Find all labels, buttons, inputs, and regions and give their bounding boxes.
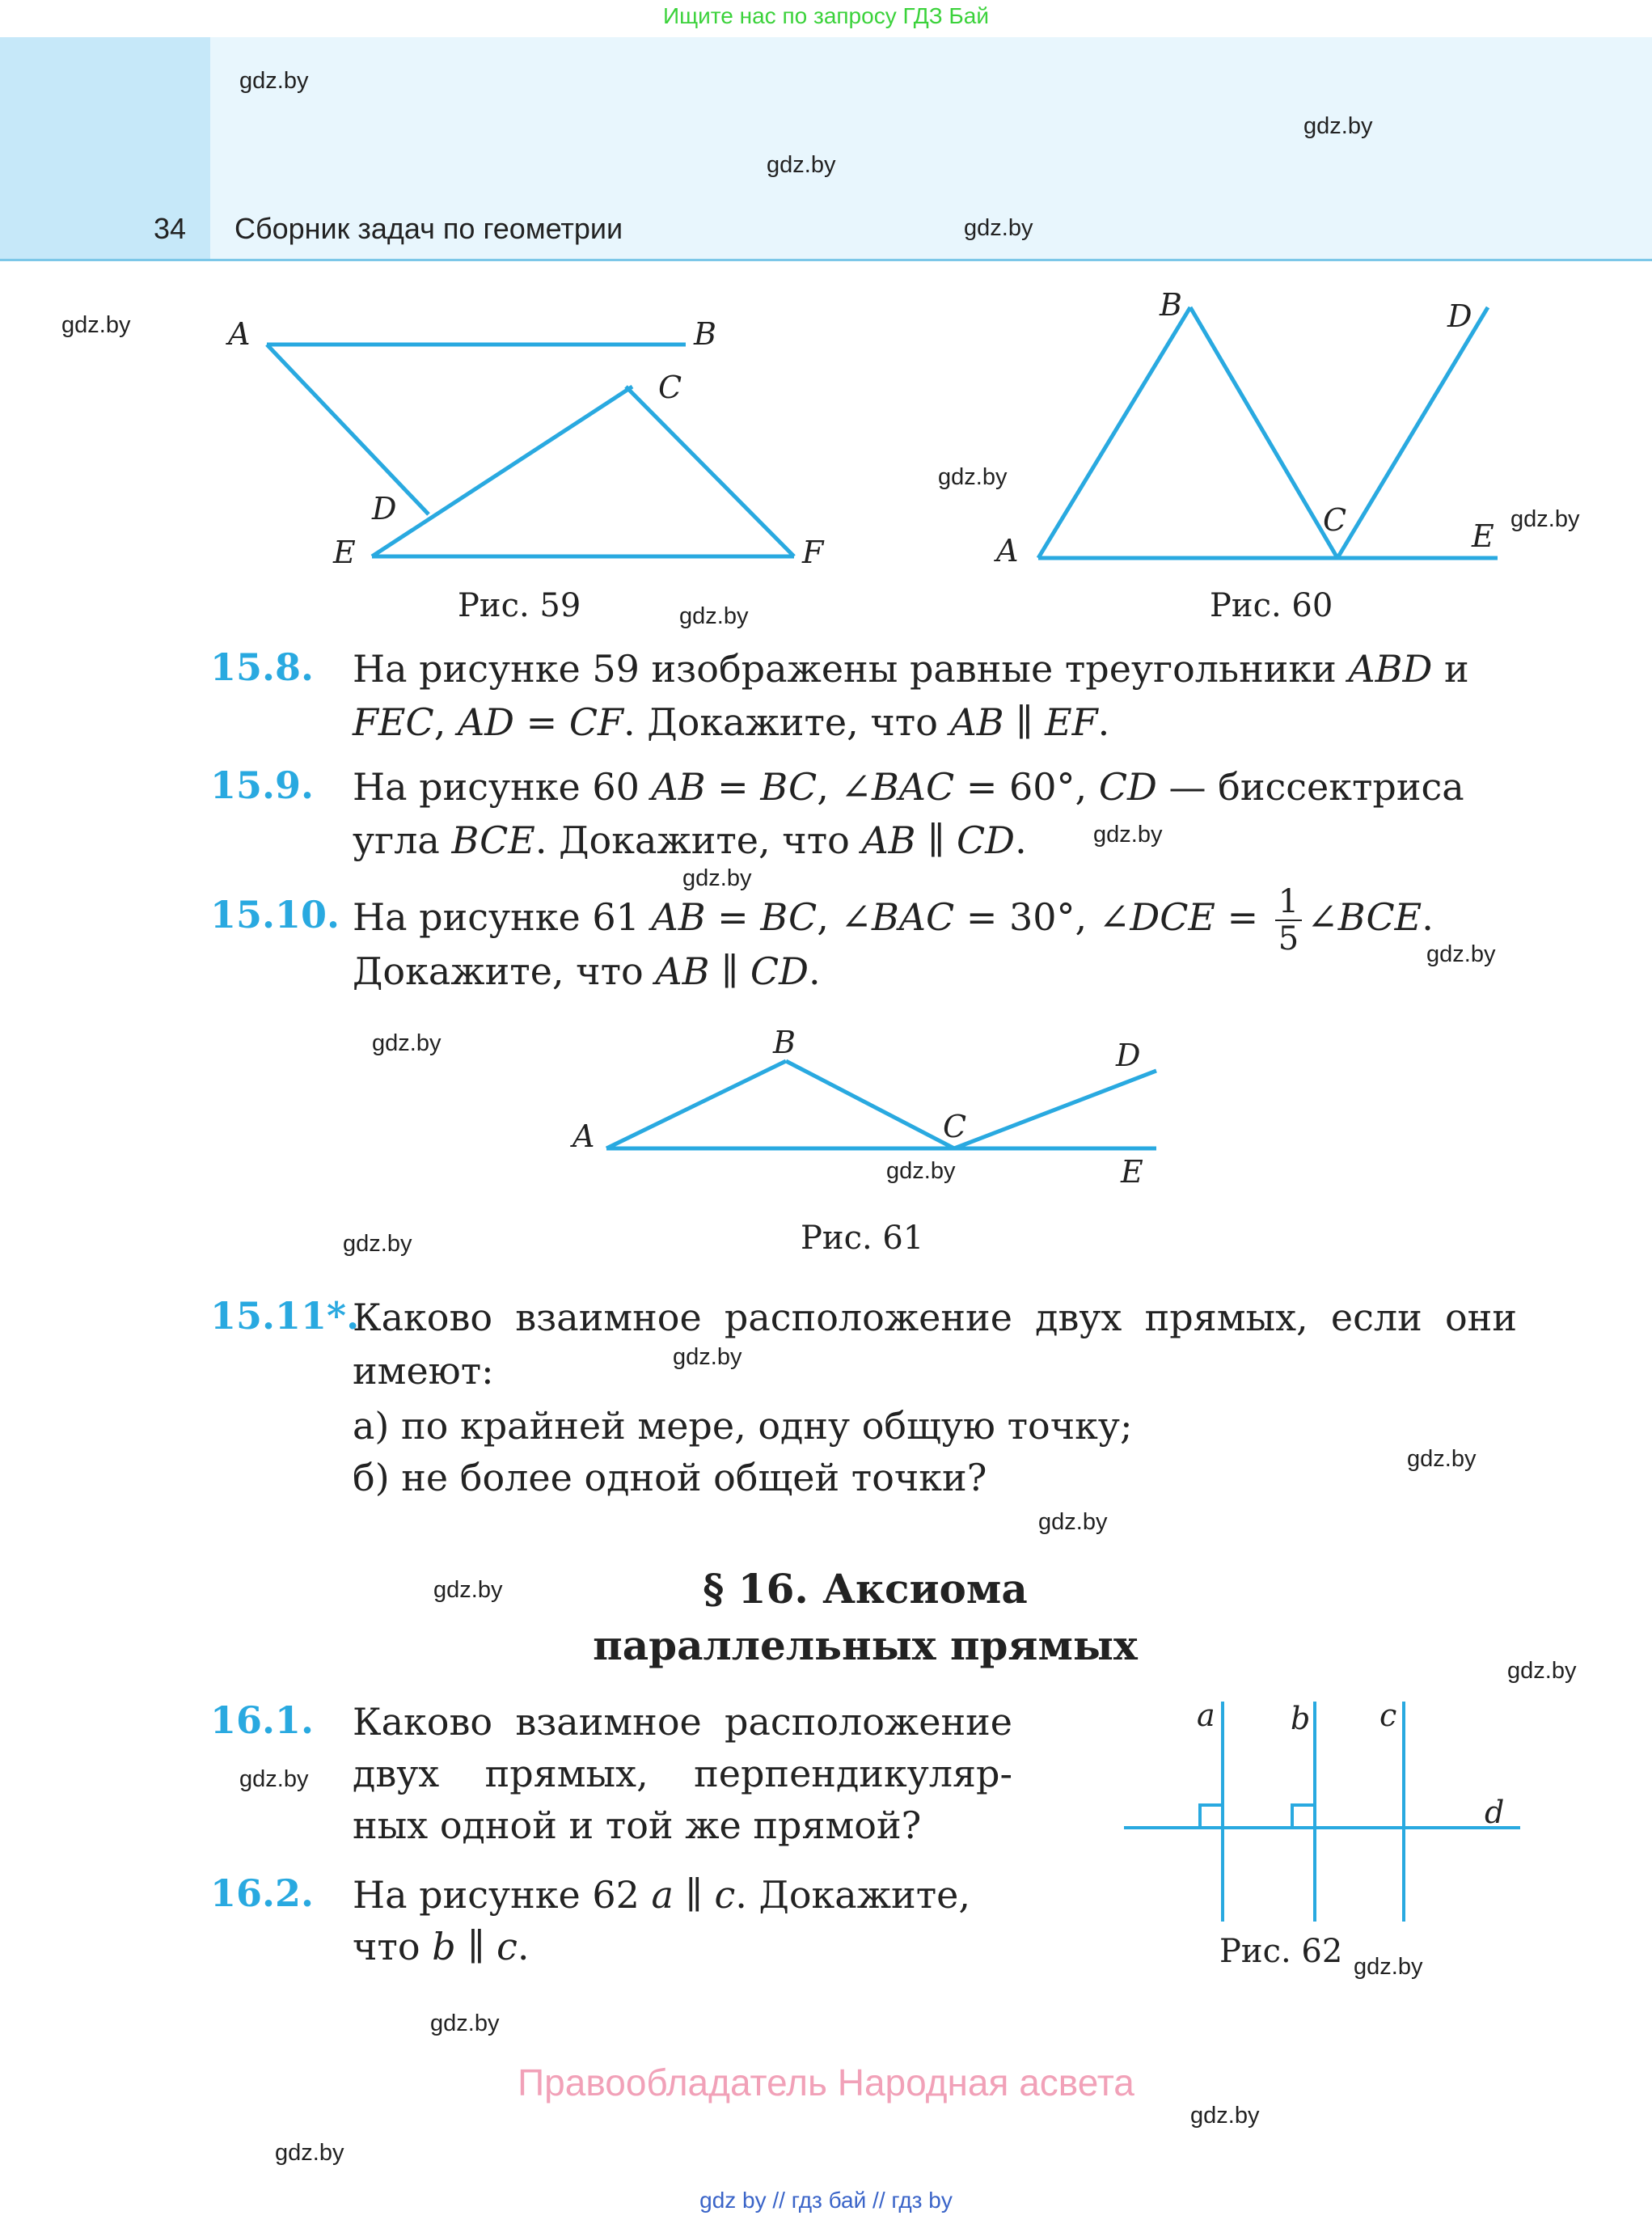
problem-16-2-line-1: На рисунке 62 a ∥ c. Докажите, bbox=[353, 1873, 970, 1917]
segment-cd bbox=[954, 1071, 1156, 1148]
problem-16-1-line-2: двух прямых, перпендикуляр- bbox=[353, 1752, 1012, 1795]
watermark: gdz.by bbox=[1426, 941, 1496, 967]
problem-16-2-line-2: что b ∥ c. bbox=[353, 1925, 530, 1968]
header-divider bbox=[0, 259, 1652, 261]
watermark: gdz.by bbox=[433, 1577, 503, 1603]
right-angle-mark-a bbox=[1200, 1805, 1223, 1828]
problem-15-8-line-2: FEC, AD = CF. Докажите, что AB ∥ EF. bbox=[353, 700, 1110, 744]
segment-ab bbox=[606, 1061, 786, 1148]
problem-number-15-10: 15.10. bbox=[210, 893, 340, 937]
label-c: C bbox=[658, 370, 682, 405]
label-a: A bbox=[572, 1118, 595, 1154]
problem-number-16-2: 16.2. bbox=[210, 1871, 315, 1915]
label-b: B bbox=[773, 1027, 796, 1060]
problem-16-1-line-1: Каково взаимное расположение bbox=[353, 1700, 1012, 1744]
label-e: E bbox=[1121, 1154, 1143, 1190]
figure-60-caption: Рис. 60 bbox=[1210, 587, 1333, 624]
watermark: gdz.by bbox=[430, 2010, 500, 2036]
figure-62 bbox=[1116, 1690, 1536, 1933]
problem-15-11-line-1: Каково взаимное расположение двух прямых, если они bbox=[353, 1296, 1517, 1339]
problem-15-11-option-b: б) не более одной общей точки? bbox=[353, 1456, 987, 1499]
watermark: gdz.by bbox=[1093, 822, 1163, 848]
figure-59 bbox=[210, 299, 857, 590]
figure-60 bbox=[987, 283, 1520, 574]
copyright-notice: Правообладатель Народная асвета bbox=[518, 2061, 1134, 2103]
label-a: A bbox=[996, 533, 1019, 569]
header-title: Сборник задач по геометрии bbox=[234, 212, 623, 245]
watermark: gdz.by bbox=[673, 1344, 742, 1370]
label-a: A bbox=[228, 316, 251, 352]
figure-62-caption: Рис. 62 bbox=[1219, 1933, 1343, 1970]
watermark: gdz.by bbox=[1507, 1658, 1577, 1684]
watermark: gdz.by bbox=[1190, 2103, 1260, 2129]
watermark: gdz.by bbox=[886, 1158, 956, 1184]
fraction-one-fifth: $\frac{1}{5}$ bbox=[1275, 884, 1302, 957]
watermark: gdz.by bbox=[679, 603, 749, 629]
label-f: F bbox=[802, 535, 824, 570]
problem-number-15-9: 15.9. bbox=[210, 763, 315, 807]
label-d: d bbox=[1485, 1795, 1505, 1830]
watermark: gdz.by bbox=[1407, 1446, 1477, 1472]
section-title: § 16. Аксиома параллельных прямых bbox=[593, 1565, 1138, 1669]
segment-eb-diagonal bbox=[372, 387, 632, 556]
figure-59-caption: Рис. 59 bbox=[458, 587, 581, 624]
problem-15-9-line-1: На рисунке 60 AB = BC, ∠BAC = 60°, CD — биссектриса bbox=[353, 765, 1464, 809]
watermark: gdz.by bbox=[61, 312, 131, 338]
problem-15-10-line-1: На рисунке 61 AB = BC, ∠BAC = 30°, ∠DCE = $\frac{1}{5}$ ∠BCE. bbox=[353, 883, 1434, 958]
watermark: gdz.by bbox=[682, 865, 752, 891]
watermark: gdz.by bbox=[1510, 506, 1580, 532]
top-banner: Ищите нас по запросу ГДЗ Бай bbox=[662, 3, 990, 28]
watermark: gdz.by bbox=[343, 1231, 412, 1257]
label-c: c bbox=[1379, 1698, 1397, 1733]
watermark: gdz.by bbox=[372, 1030, 442, 1056]
problem-number-15-8: 15.8. bbox=[210, 645, 315, 689]
page-number: 34 bbox=[154, 212, 187, 245]
problem-15-8-line-1: На рисунке 59 изображены равные треугольники ABD и bbox=[353, 647, 1469, 691]
label-c: C bbox=[1323, 502, 1347, 538]
problem-15-10-line-2: Докажите, что AB ∥ CD. bbox=[353, 949, 821, 993]
problem-15-11-line-2: имеют: bbox=[353, 1349, 494, 1393]
problem-number-15-11: 15.11*. bbox=[210, 1294, 360, 1338]
problem-15-9-line-2: угла BCE. Докажите, что AB ∥ CD. bbox=[353, 818, 1027, 862]
label-d: D bbox=[1116, 1038, 1141, 1073]
watermark: gdz.by bbox=[938, 464, 1008, 490]
label-b: B bbox=[1160, 287, 1182, 323]
segment-bc bbox=[786, 1061, 954, 1148]
segment-bc bbox=[1190, 307, 1337, 558]
label-b: b bbox=[1291, 1701, 1311, 1736]
footer-links[interactable]: gdz by // гдз бай // гдз by bbox=[699, 2188, 953, 2213]
label-e: E bbox=[333, 535, 356, 570]
watermark: gdz.by bbox=[239, 1766, 309, 1792]
figure-61-caption: Рис. 61 bbox=[801, 1220, 924, 1257]
right-angle-mark-b bbox=[1292, 1805, 1315, 1828]
watermark: gdz.by bbox=[1038, 1509, 1108, 1535]
watermark: gdz.by bbox=[964, 215, 1033, 241]
label-c: C bbox=[943, 1109, 967, 1144]
watermark: gdz.by bbox=[239, 68, 309, 94]
label-e: E bbox=[1472, 518, 1494, 554]
segment-cd bbox=[1337, 307, 1488, 558]
watermark: gdz.by bbox=[1354, 1954, 1423, 1980]
label-d: D bbox=[372, 491, 397, 526]
watermark: gdz.by bbox=[275, 2140, 344, 2166]
figure-61 bbox=[558, 1027, 1172, 1197]
problem-15-11-option-a: а) по крайней мере, одну общую точку; bbox=[353, 1404, 1133, 1448]
problem-16-1-line-3: ных одной и той же прямой? bbox=[353, 1803, 922, 1847]
label-b: B bbox=[694, 316, 716, 352]
watermark: gdz.by bbox=[1303, 113, 1373, 139]
label-a: a bbox=[1197, 1698, 1215, 1733]
segment-ad bbox=[267, 345, 429, 514]
watermark: gdz.by bbox=[767, 152, 836, 178]
segment-cf bbox=[626, 387, 794, 556]
segment-ab bbox=[1038, 307, 1190, 558]
label-d: D bbox=[1447, 298, 1472, 334]
problem-number-16-1: 16.1. bbox=[210, 1698, 315, 1742]
